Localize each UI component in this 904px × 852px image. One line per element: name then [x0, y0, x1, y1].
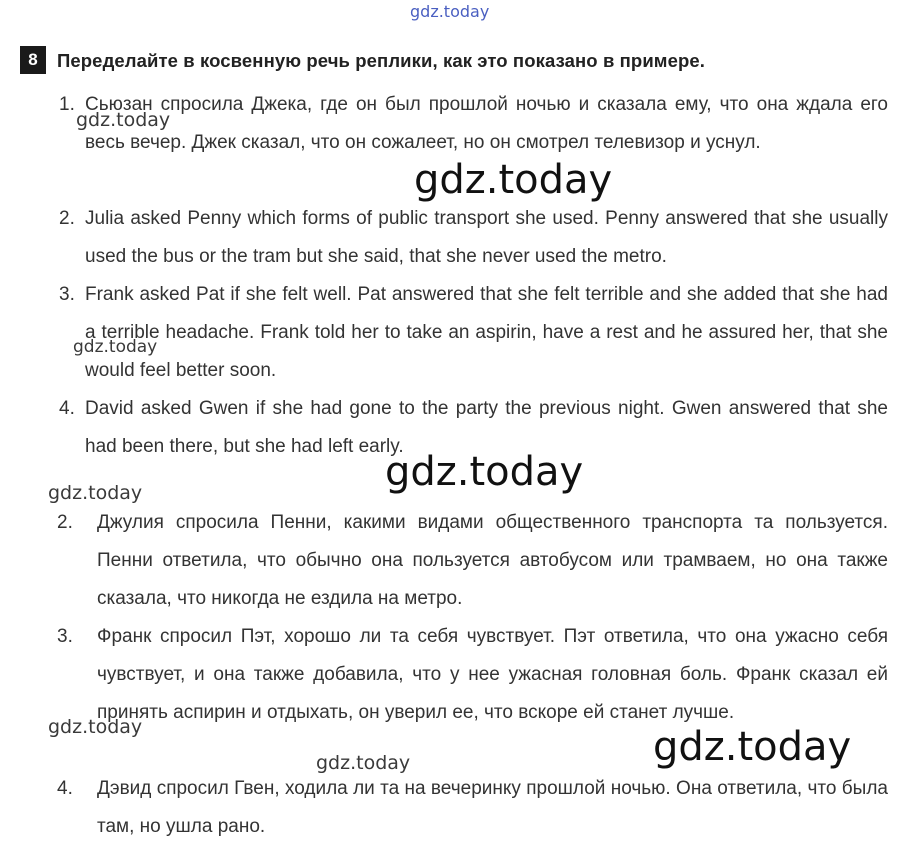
watermark: gdz.today: [316, 752, 411, 774]
watermark: gdz.today: [76, 109, 171, 131]
watermark: gdz.today: [48, 716, 143, 738]
exercise-item-2: [59, 200, 888, 276]
answer-item-2: [57, 504, 888, 618]
exercise-item-1: [59, 86, 888, 162]
item-text: Julia asked Penny which forms of public transport she used. Penny answered that she usually used the bus or the tram but she said, that she never used the metro.: [85, 208, 888, 267]
answer-number: 3.: [57, 626, 73, 647]
item-number: 4.: [59, 398, 75, 419]
item-number: 3.: [59, 284, 75, 305]
watermark-large: gdz.today: [653, 724, 852, 770]
answer-text: Дэвид спросил Гвен, ходила ли та на вечеринку прошлой ночью. Она ответила, что была там, но ушла рано.: [97, 778, 888, 837]
task-title: Переделайте в косвенную речь реплики, как это показано в примере.: [57, 50, 706, 71]
answer-number: 4.: [57, 778, 73, 799]
watermark-large: gdz.today: [385, 449, 584, 495]
watermark-large: gdz.today: [414, 157, 613, 203]
answer-text: Франк спросил Пэт, хорошо ли та себя чувствует. Пэт ответила, что она ужасно себя чувствует, и она также добавила, что у нее ужасная головная боль. Франк сказал ей принять аспирин и отдыхать, он уверил ее, что вскоре ей станет лучше.: [97, 626, 888, 723]
item-text: David asked Gwen if she had gone to the party the previous night. Gwen answered that she had been there, but she had left early.: [85, 398, 888, 457]
item-text: Frank asked Pat if she felt well. Pat answered that she felt terrible and she added that she had a terrible headache. Frank told her to take an aspirin, have a rest and he assured her, that she would feel better soon.: [85, 284, 888, 381]
task-number-badge: [20, 46, 46, 74]
answer-number: 2.: [57, 512, 73, 533]
watermark: gdz.today: [48, 482, 143, 504]
watermark: gdz.today: [73, 337, 158, 357]
item-number: 2.: [59, 208, 75, 229]
task-number: 8: [28, 50, 38, 69]
answer-text: Джулия спросила Пенни, какими видами общественного транспорта та пользуется. Пенни ответила, что обычно она пользуется автобусом или трамваем, но она также сказала, что никогда не ездила на метро.: [97, 512, 888, 609]
item-number: 1.: [59, 94, 75, 115]
item-text: Сьюзан спросила Джека, где он был прошлой ночью и сказала ему, что она ждала его весь вечер. Джек сказал, что он сожалеет, но он смотрел телевизор и уснул.: [85, 94, 888, 153]
exercise-item-3: [59, 276, 888, 390]
answer-item-4: [57, 770, 888, 846]
watermark-top: gdz.today: [410, 2, 490, 21]
